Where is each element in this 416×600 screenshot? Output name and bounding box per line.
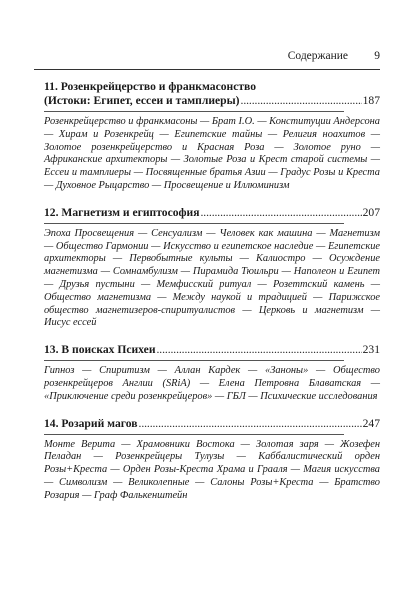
toc-entry-description: Монте Верита — Храмовники Востока — Золотая заря — Жозефен Пеладан — Розенкрейцеры Тулузы — Каббалистический орден Розы+Креста — Орден Розы-Креста Храма и Грааля — Магия искусства — Символизм — Великолепные — Салоны Розы+Креста — Братство Розария — Граф Фалькенштейн xyxy=(44,438,380,501)
toc-entry-title-text: 13. В поисках Психеи xyxy=(44,343,156,357)
toc-content xyxy=(44,80,380,516)
page-header xyxy=(34,50,380,68)
toc-entry-title xyxy=(44,80,380,108)
toc-entry-page: 187 xyxy=(362,94,380,107)
toc-entry-11 xyxy=(44,80,380,193)
page-number: 9 xyxy=(374,50,380,62)
toc-entry-12 xyxy=(44,206,380,330)
toc-entry-page: 207 xyxy=(362,205,380,219)
dot-leader xyxy=(241,94,362,108)
entry-rule xyxy=(44,360,344,361)
toc-entry-title-line1: 11. Розенкрейцерство и франкмасонство xyxy=(44,80,257,93)
toc-entry-description: Эпоха Просвещения — Сенсуализм — Человек как машина — Магнетизм — Общество Гармонии — Искусство и египетское наследие — Египетские архитекторы — Первобытные культы — Калиостро — Осуждение магнетизма — Сомнамбулизм — Пирамида Тюильри — Наполеон и Египет — Друзья пустыни — Мемфисский ритуал — Розеттский камень — Общество магнетизма — Между наукой и традицией — Парижское общество магнетизеров-спиритуалистов — Церковь и магнетизм — Иисус ессей xyxy=(44,227,380,329)
toc-entry-title xyxy=(44,343,380,357)
entry-rule xyxy=(44,223,344,224)
toc-entry-title xyxy=(44,206,380,220)
toc-entry-title-text: (Истоки: Египет, ессеи и тамплиеры) xyxy=(44,94,240,107)
entry-rule xyxy=(44,434,344,435)
toc-entry-title-line2 xyxy=(44,94,380,108)
toc-entry-title xyxy=(44,417,380,431)
dot-leader xyxy=(139,417,362,431)
running-header-title: Содержание xyxy=(287,50,348,62)
toc-entry-description: Розенкрейцерство и франкмасоны — Брат I.O. — Конституции Андерсона — Хирам и Розенкрейц — Египетские тайны — Религия ноахитов — Золотое розенкрейцерство и Красная Роза — Золотое руно — Африканские архитекторы — Золотые Роза и Крест старой системы — Ессеи и тамплиеры — Посвященные братья Азии — Градус Розы и Креста — Духовное Рыцарство — Просвещение и Иллюминизм xyxy=(44,116,380,191)
toc-entry-page: 247 xyxy=(362,416,380,430)
dot-leader xyxy=(201,206,362,220)
dot-leader xyxy=(157,343,362,357)
toc-entry-13 xyxy=(44,343,380,403)
toc-entry-description: Гипноз — Спиритизм — Аллан Кардек — «Заноны» — Общество розенкрейцеров Англии (SRiA) — Елена Петровна Блаватская — «Приключение среди розенкрейцеров» — ГБЛ — Психические исследования xyxy=(44,365,380,402)
toc-entry-title-text: 14. Розарий магов xyxy=(44,416,138,430)
toc-entry-14 xyxy=(44,417,380,503)
toc-entry-page: 231 xyxy=(362,343,380,357)
toc-entry-title-text: 12. Магнетизм и египтософия xyxy=(44,205,200,219)
header-rule xyxy=(34,69,380,70)
entry-rule xyxy=(44,111,344,112)
